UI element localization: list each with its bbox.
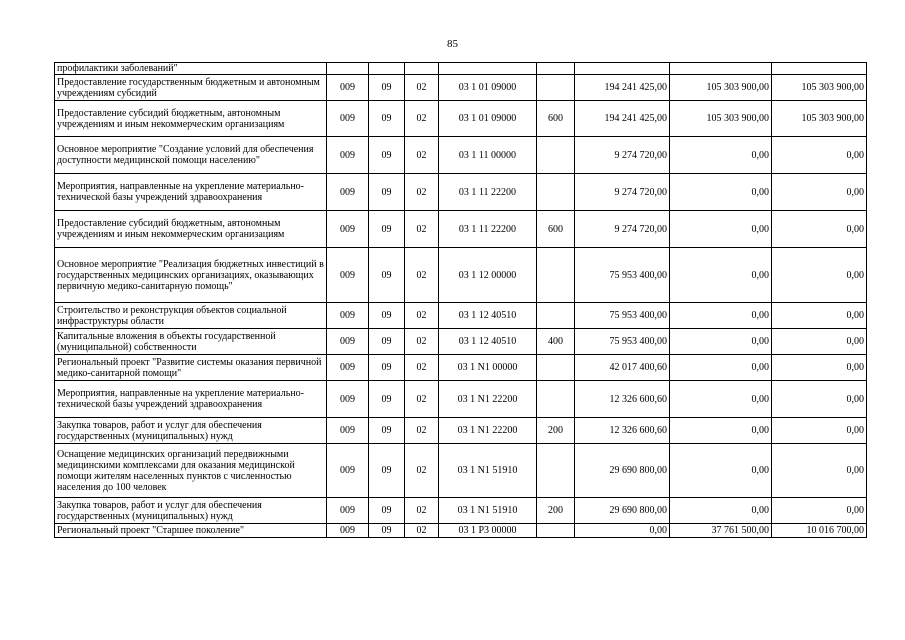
cell-grbs: 009 — [327, 137, 369, 174]
cell-section: 09 — [369, 101, 405, 137]
cell-section: 09 — [369, 303, 405, 329]
cell-expense-type: 600 — [537, 211, 575, 248]
cell-amount-year-3: 10 016 700,00 — [772, 524, 867, 538]
cell-target-article: 03 1 11 22200 — [439, 211, 537, 248]
table-row — [55, 498, 867, 524]
cell-amount-year-2: 0,00 — [670, 211, 772, 248]
cell-target-article: 03 1 N1 00000 — [439, 355, 537, 381]
cell-subsection: 02 — [405, 381, 439, 418]
cell-amount-year-3: 0,00 — [772, 303, 867, 329]
cell-name: Основное мероприятие "Создание условий для обеспечения доступности медицинской помощи населению" — [55, 137, 327, 174]
table-row — [55, 303, 867, 329]
cell-subsection: 02 — [405, 137, 439, 174]
cell-subsection: 02 — [405, 524, 439, 538]
cell-section: 09 — [369, 418, 405, 444]
cell-section: 09 — [369, 444, 405, 498]
table-row — [55, 101, 867, 137]
table-row — [55, 211, 867, 248]
cell-grbs: 009 — [327, 498, 369, 524]
cell-amount-year-2: 37 761 500,00 — [670, 524, 772, 538]
cell-amount-year-2: 0,00 — [670, 303, 772, 329]
cell-section: 09 — [369, 248, 405, 303]
cell-section: 09 — [369, 174, 405, 211]
cell-amount-year-1: 9 274 720,00 — [575, 174, 670, 211]
cell-expense-type: 400 — [537, 329, 575, 355]
table-row — [55, 174, 867, 211]
cell-amount-year-1: 75 953 400,00 — [575, 329, 670, 355]
cell-target-article: 03 1 N1 51910 — [439, 498, 537, 524]
cell-amount-year-3: 105 303 900,00 — [772, 101, 867, 137]
cell-amount-year-2: 0,00 — [670, 355, 772, 381]
cell-subsection: 02 — [405, 75, 439, 101]
cell-target-article: 03 1 11 00000 — [439, 137, 537, 174]
cell-name: Основное мероприятие "Реализация бюджетных инвестиций в государственных медицинских организациях, оказывающих первичную медико-санитарную помощь" — [55, 248, 327, 303]
cell-subsection: 02 — [405, 329, 439, 355]
cell-amount-year-3: 0,00 — [772, 137, 867, 174]
cell-section: 09 — [369, 524, 405, 538]
cell-section: 09 — [369, 381, 405, 418]
table-row — [55, 524, 867, 538]
cell-amount-year-2: 0,00 — [670, 137, 772, 174]
cell-subsection: 02 — [405, 418, 439, 444]
cell-target-article: 03 1 12 40510 — [439, 303, 537, 329]
cell-amount-year-1: 12 326 600,60 — [575, 418, 670, 444]
cell-name: профилактики заболеваний" — [55, 63, 327, 75]
cell-amount-year-2: 0,00 — [670, 329, 772, 355]
cell-subsection — [405, 63, 439, 75]
cell-name: Мероприятия, направленные на укрепление материально-технической базы учреждений здравоохранения — [55, 174, 327, 211]
cell-amount-year-3: 0,00 — [772, 444, 867, 498]
cell-amount-year-3: 0,00 — [772, 418, 867, 444]
cell-section: 09 — [369, 329, 405, 355]
table-row — [55, 381, 867, 418]
cell-grbs: 009 — [327, 444, 369, 498]
cell-amount-year-2 — [670, 63, 772, 75]
cell-name: Предоставление субсидий бюджетным, автономным учреждениям и иным некоммерческим организациям — [55, 101, 327, 137]
cell-amount-year-3: 0,00 — [772, 329, 867, 355]
cell-amount-year-1: 42 017 400,60 — [575, 355, 670, 381]
cell-amount-year-3: 0,00 — [772, 211, 867, 248]
cell-name: Предоставление государственным бюджетным и автономным учреждениям субсидий — [55, 75, 327, 101]
cell-amount-year-2: 105 303 900,00 — [670, 101, 772, 137]
cell-grbs: 009 — [327, 329, 369, 355]
cell-name: Закупка товаров, работ и услуг для обеспечения государственных (муниципальных) нужд — [55, 498, 327, 524]
cell-target-article: 03 1 12 40510 — [439, 329, 537, 355]
cell-amount-year-3: 0,00 — [772, 355, 867, 381]
cell-amount-year-1: 9 274 720,00 — [575, 211, 670, 248]
cell-amount-year-3: 0,00 — [772, 381, 867, 418]
page-number: 85 — [447, 38, 458, 50]
cell-amount-year-2: 0,00 — [670, 174, 772, 211]
cell-amount-year-3: 0,00 — [772, 498, 867, 524]
cell-amount-year-1: 29 690 800,00 — [575, 444, 670, 498]
cell-amount-year-1: 0,00 — [575, 524, 670, 538]
cell-expense-type: 600 — [537, 101, 575, 137]
cell-grbs: 009 — [327, 355, 369, 381]
cell-section: 09 — [369, 137, 405, 174]
cell-expense-type — [537, 174, 575, 211]
cell-name: Мероприятия, направленные на укрепление материально-технической базы учреждений здравоохранения — [55, 381, 327, 418]
cell-grbs: 009 — [327, 248, 369, 303]
cell-subsection: 02 — [405, 101, 439, 137]
cell-amount-year-1: 9 274 720,00 — [575, 137, 670, 174]
cell-subsection: 02 — [405, 303, 439, 329]
cell-target-article: 03 1 N1 51910 — [439, 444, 537, 498]
cell-amount-year-1 — [575, 63, 670, 75]
cell-expense-type — [537, 63, 575, 75]
cell-expense-type — [537, 137, 575, 174]
table-row — [55, 329, 867, 355]
cell-target-article: 03 1 11 22200 — [439, 174, 537, 211]
cell-section — [369, 63, 405, 75]
table-row — [55, 444, 867, 498]
cell-target-article: 03 1 N1 22200 — [439, 381, 537, 418]
cell-grbs: 009 — [327, 303, 369, 329]
cell-grbs: 009 — [327, 75, 369, 101]
cell-name: Оснащение медицинских организаций передвижными медицинскими комплексами для оказания медицинской помощи жителям населенных пунктов с численностью населения до 100 человек — [55, 444, 327, 498]
cell-target-article: 03 1 01 09000 — [439, 75, 537, 101]
cell-name: Предоставление субсидий бюджетным, автономным учреждениям и иным некоммерческим организациям — [55, 211, 327, 248]
cell-grbs: 009 — [327, 381, 369, 418]
cell-target-article: 03 1 N1 22200 — [439, 418, 537, 444]
cell-expense-type — [537, 355, 575, 381]
cell-amount-year-1: 194 241 425,00 — [575, 75, 670, 101]
cell-amount-year-2: 0,00 — [670, 381, 772, 418]
cell-amount-year-1: 75 953 400,00 — [575, 248, 670, 303]
cell-amount-year-1: 194 241 425,00 — [575, 101, 670, 137]
cell-amount-year-3: 0,00 — [772, 174, 867, 211]
cell-grbs: 009 — [327, 101, 369, 137]
cell-section: 09 — [369, 211, 405, 248]
cell-expense-type — [537, 303, 575, 329]
table-row — [55, 63, 867, 75]
cell-expense-type: 200 — [537, 498, 575, 524]
cell-subsection: 02 — [405, 444, 439, 498]
cell-subsection: 02 — [405, 174, 439, 211]
cell-amount-year-2: 0,00 — [670, 248, 772, 303]
cell-grbs: 009 — [327, 211, 369, 248]
cell-amount-year-3: 0,00 — [772, 248, 867, 303]
cell-target-article — [439, 63, 537, 75]
table-row — [55, 75, 867, 101]
cell-name: Капитальные вложения в объекты государственной (муниципальной) собственности — [55, 329, 327, 355]
cell-target-article: 03 1 01 09000 — [439, 101, 537, 137]
cell-subsection: 02 — [405, 211, 439, 248]
cell-expense-type — [537, 381, 575, 418]
cell-grbs — [327, 63, 369, 75]
cell-expense-type — [537, 75, 575, 101]
cell-subsection: 02 — [405, 498, 439, 524]
cell-amount-year-2: 0,00 — [670, 444, 772, 498]
cell-subsection: 02 — [405, 355, 439, 381]
cell-amount-year-1: 75 953 400,00 — [575, 303, 670, 329]
cell-name: Региональный проект "Развитие системы оказания первичной медико-санитарной помощи" — [55, 355, 327, 381]
table-row — [55, 137, 867, 174]
cell-amount-year-2: 105 303 900,00 — [670, 75, 772, 101]
cell-expense-type — [537, 248, 575, 303]
cell-amount-year-3 — [772, 63, 867, 75]
cell-amount-year-1: 29 690 800,00 — [575, 498, 670, 524]
table-row — [55, 418, 867, 444]
cell-section: 09 — [369, 498, 405, 524]
cell-target-article: 03 1 P3 00000 — [439, 524, 537, 538]
cell-grbs: 009 — [327, 524, 369, 538]
cell-name: Закупка товаров, работ и услуг для обеспечения государственных (муниципальных) нужд — [55, 418, 327, 444]
cell-expense-type: 200 — [537, 418, 575, 444]
cell-grbs: 009 — [327, 418, 369, 444]
table-row — [55, 355, 867, 381]
cell-section: 09 — [369, 355, 405, 381]
cell-subsection: 02 — [405, 248, 439, 303]
cell-amount-year-3: 105 303 900,00 — [772, 75, 867, 101]
cell-grbs: 009 — [327, 174, 369, 211]
cell-amount-year-1: 12 326 600,60 — [575, 381, 670, 418]
cell-name: Региональный проект "Старшее поколение" — [55, 524, 327, 538]
cell-expense-type — [537, 524, 575, 538]
budget-table — [54, 62, 867, 538]
cell-section: 09 — [369, 75, 405, 101]
cell-amount-year-2: 0,00 — [670, 418, 772, 444]
table-row — [55, 248, 867, 303]
cell-name: Строительство и реконструкция объектов социальной инфраструктуры области — [55, 303, 327, 329]
cell-target-article: 03 1 12 00000 — [439, 248, 537, 303]
cell-amount-year-2: 0,00 — [670, 498, 772, 524]
cell-expense-type — [537, 444, 575, 498]
